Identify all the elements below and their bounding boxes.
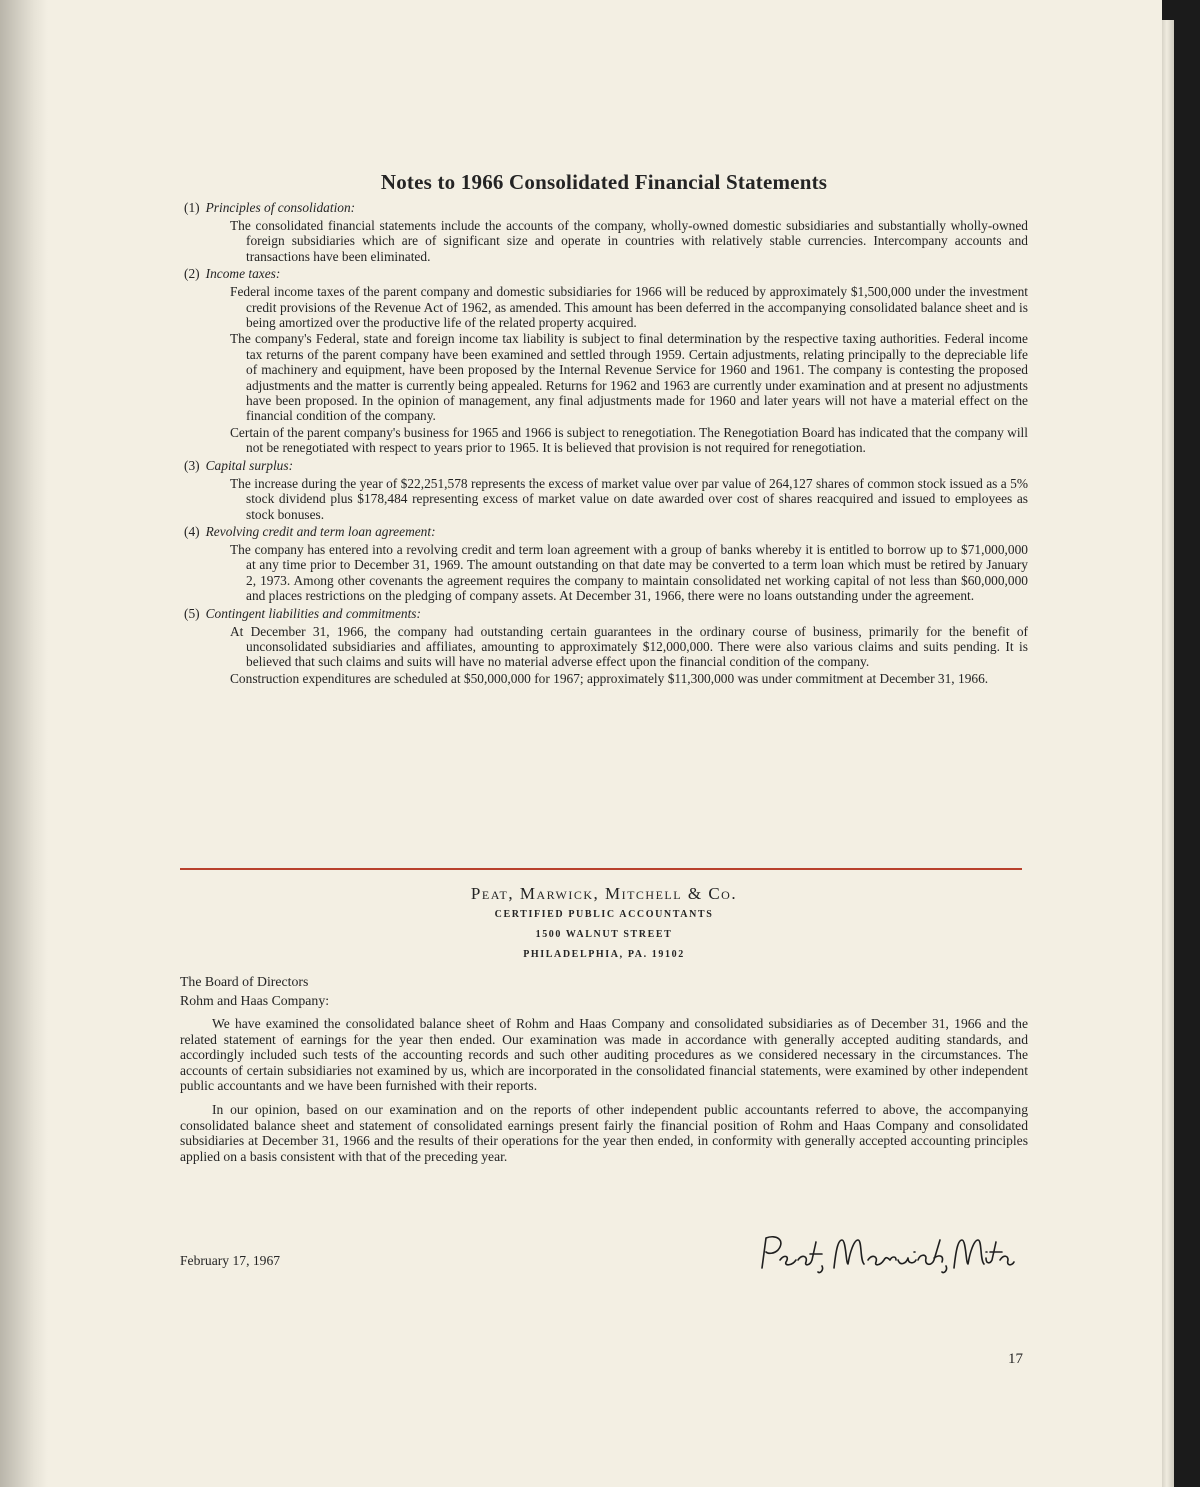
note-4 — [180, 524, 1028, 604]
note-heading — [184, 524, 1028, 540]
addressee — [180, 972, 329, 1010]
binding-gutter — [0, 0, 48, 1487]
addressee-line: Rohm and Haas Company: — [180, 993, 330, 1008]
auditor-opinion — [180, 1016, 1028, 1172]
opinion-paragraph: In our opinion, based on our examination and on the reports of other independent public accountants referred to above, the accompanying consolidated balance sheet and statement of consolidated earnings present fairly the financial position of Rohm and Haas Company and consolidated subsidiaries at December 31, 1966 and the results of their operations for the year then ended, in conformity with generally accepted accounting principles applied on a basis consistent with that of the preceding year. — [180, 1101, 1028, 1164]
note-number: (2) — [184, 266, 200, 282]
note-heading — [184, 266, 1028, 282]
notes-section — [180, 170, 1028, 687]
firm-signature — [756, 1230, 1026, 1276]
note-heading — [184, 606, 1028, 622]
note-heading — [184, 200, 1028, 216]
note-label: Income taxes: — [205, 266, 281, 282]
note-label: Principles of consolidation: — [205, 200, 356, 215]
note-number: (1) — [184, 200, 200, 215]
addressee-line: The Board of Directors — [180, 974, 309, 989]
note-3 — [180, 458, 1028, 522]
report-date: February 17, 1967 — [180, 1253, 281, 1268]
page-number: 17 — [1008, 1351, 1023, 1367]
note-number: (3) — [184, 457, 200, 473]
note-number: (5) — [184, 605, 200, 621]
note-label: Capital surplus: — [205, 457, 294, 473]
section-divider — [180, 868, 1022, 870]
note-paragraph: The increase during the year of $22,251,578 represents the excess of market value over par value of 264,127 shares of common stock issued as a 5% stock dividend plus $178,484 representing excess of market value on date awarded over cost of shares reacquired and issued to employees as stock bonuses. — [230, 475, 1028, 522]
firm-subtitle: CERTIFIED PUBLIC ACCOUNTANTS — [494, 909, 714, 920]
note-paragraph: Certain of the parent company's business for 1965 and 1966 is subject to renegotiation. The Renegotiation Board has indicated that the company will not be renegotiated with respect to years prior to 1965. It is believed that provision is not required for renegotiation. — [230, 424, 1028, 456]
note-paragraph: At December 31, 1966, the company had outstanding certain guarantees in the ordinary course of business, primarily for the benefit of unconsolidated subsidiaries and affiliates, amounting to approximately $12,000,000. There were also various claims and suits pending. It is believed that such claims and suits will have no material adverse effect upon the financial condition of the company. — [230, 623, 1028, 670]
firm-street: 1500 WALNUT STREET — [535, 929, 673, 940]
note-paragraph: The consolidated financial statements include the accounts of the company, wholly-owned domestic subsidiaries and substantially wholly-owned foreign subsidiaries which are of significant size and operate in countries with relatively stable currencies. Intercompany accounts and transactions have been eliminated. — [230, 218, 1028, 264]
note-2 — [180, 266, 1028, 455]
note-paragraph: Federal income taxes of the parent company and domestic subsidiaries for 1966 will be reduced by approximately $1,500,000 under the investment credit provisions of the Revenue Act of 1962, as amended. This amount has been deferred in the accompanying consolidated balance sheet and is being amortized over the productive life of the related property acquired. — [230, 284, 1028, 331]
opinion-paragraph: We have examined the consolidated balance sheet of Rohm and Haas Company and consolidated subsidiaries as of December 31, 1966 and the related statement of earnings for the year then ended. Our examination was made in accordance with generally accepted auditing standards, and accordingly included such tests of the accounting records and such other auditing procedures as we considered necessary in the circumstances. The accounts of certain subsidiaries not examined by us, which are incorporated in the consolidated financial statements, were examined by other independent public accountants and we have been furnished with their reports. — [180, 1016, 1028, 1094]
note-paragraph: The company's Federal, state and foreign income tax liability is subject to final determination by the respective taxing authorities. Federal income tax returns of the parent company have been examined and settled through 1959. Certain adjustments, relating principally to the depreciable life of machinery and equipment, have been proposed by the Internal Revenue Service for 1960 and 1961. The company is contesting the proposed adjustments and the matter is currently being appealed. Returns for 1962 and 1963 are currently under examination and at present no adjustments have been proposed. In the opinion of management, any final adjustments made for 1960 and later years will not have a material effect on the financial condition of the company. — [230, 331, 1028, 424]
page-title: Notes to 1966 Consolidated Financial Statements — [380, 170, 828, 194]
note-heading — [184, 458, 1028, 474]
note-5 — [180, 606, 1028, 687]
note-1 — [180, 200, 1028, 264]
firm-letterhead — [180, 884, 1028, 968]
note-number: (4) — [184, 523, 200, 539]
note-paragraph: Construction expenditures are scheduled at $50,000,000 for 1967; approximately $11,300,000 was under commitment at December 31, 1966. — [230, 670, 989, 686]
firm-city: PHILADELPHIA, PA. 19102 — [523, 949, 685, 960]
signature-text: Peat, Marwick, Mitchell & Co. — [756, 1230, 769, 1231]
page-edge — [1162, 20, 1174, 1487]
note-paragraph: The company has entered into a revolving credit and term loan agreement with a group of banks whereby it is entitled to borrow up to $71,000,000 at any time prior to December 31, 1969. The amount outstanding on that date may be converted to a term loan which must be retired by January 2, 1973. Among other covenants the agreement requires the company to maintain consolidated net working capital of not less than $60,000,000 and places restrictions on the pledging of company assets. At December 31, 1966, there were no loans outstanding under the agreement. — [230, 541, 1028, 604]
note-label: Contingent liabilities and commitments: — [205, 605, 421, 621]
note-label: Revolving credit and term loan agreement: — [205, 523, 436, 539]
firm-name: Peat, Marwick, Mitchell & Co. — [470, 884, 738, 903]
